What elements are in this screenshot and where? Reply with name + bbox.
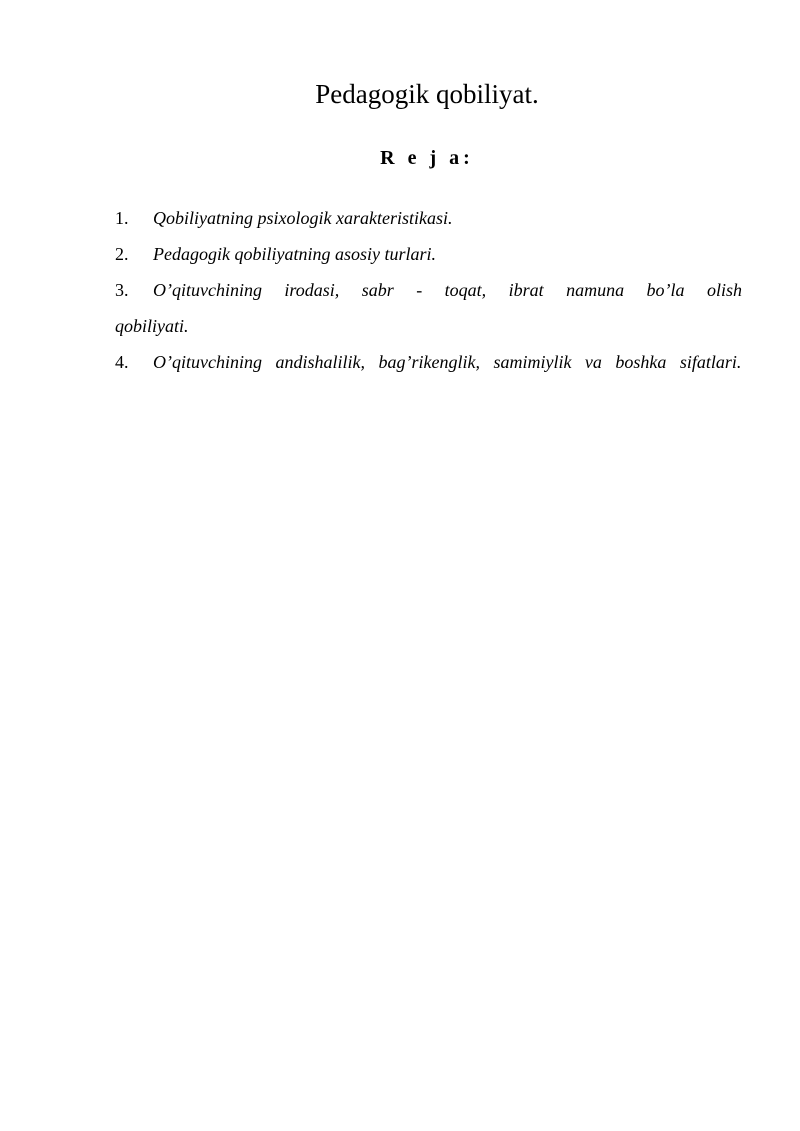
document-title: Pedagogik qobiliyat. [315, 79, 539, 109]
plan-item-text: O’qituvchining irodasi, sabr - toqat, ibrat namuna bo’la olish qobiliyati. [115, 280, 742, 336]
plan-item-number: 3. [115, 280, 129, 300]
plan-heading: R e j a: [380, 147, 474, 169]
plan-item [115, 272, 742, 344]
plan-item-number: 1. [115, 208, 129, 228]
plan-item-text: Pedagogik qobiliyatning asosiy turlari. [153, 244, 436, 264]
plan-item-text: O’qituvchining andishalilik, bag’rikenglik, samimiylik va boshka sifatlari. [153, 352, 742, 372]
plan-list [115, 200, 742, 380]
plan-item-number: 4. [115, 352, 129, 372]
plan-item [115, 236, 742, 272]
plan-item-number: 2. [115, 244, 129, 264]
plan-item [115, 200, 742, 236]
plan-item [115, 344, 742, 380]
plan-item-text: Qobiliyatning psixologik xarakteristikasi. [153, 208, 453, 228]
